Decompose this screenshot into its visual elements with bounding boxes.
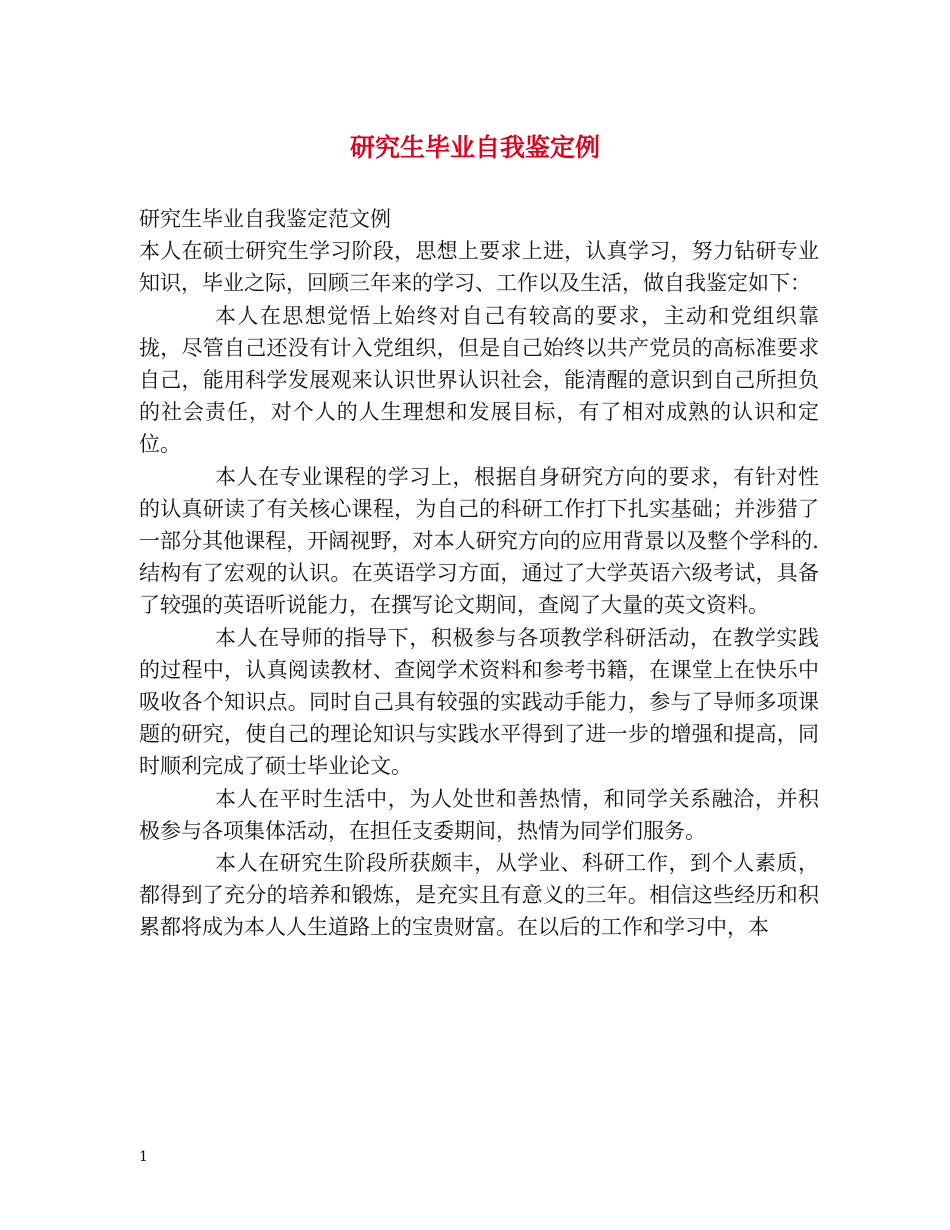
paragraph-summary: 本人在研究生阶段所获颇丰，从学业、科研工作，到个人素质，都得到了充分的培养和锻炼，是充实且有意义的三年。相信这些经历和积累都将成为本人人生道路上的宝贵财富。在以后的工作和学习中，本 [139, 851, 819, 940]
intro-paragraph: 本人在硕士研究生学习阶段，思想上要求上进，认真学习，努力钻研专业知识，毕业之际，回顾三年来的学习、工作以及生活，做自我鉴定如下： [139, 239, 819, 296]
document-subtitle: 研究生毕业自我鉴定范文例 [139, 207, 391, 231]
paragraph-research: 本人在导师的指导下，积极参与各项教学科研活动，在教学实践的过程中，认真阅读教材、查阅学术资料和参考书籍，在课堂上在快乐中吸收各个知识点。同时自己具有较强的实践动手能力，参与了导师多项课题的研究，使自己的理论知识与实践水平得到了进一步的增强和提高，同时顺利完成了硕士毕业论文。 [139, 625, 819, 779]
paragraph-daily-life: 本人在平时生活中，为人处世和善热情，和同学关系融洽，并积极参与各项集体活动，在担任支委期间，热情为同学们服务。 [139, 786, 819, 843]
paragraph-ideology: 本人在思想觉悟上始终对自己有较高的要求，主动和党组织靠拢，尽管自己还没有计入党组织，但是自己始终以共产党员的高标准要求自己，能用科学发展观来认识世界认识社会，能清醒的意识到自己所担负的社会责任，对个人的人生理想和发展目标，有了相对成熟的认识和定位。 [139, 303, 819, 457]
document-title: 研究生毕业自我鉴定例 [349, 133, 600, 162]
paragraph-coursework: 本人在专业课程的学习上，根据自身研究方向的要求，有针对性的认真研读了有关核心课程，为自己的科研工作打下扎实基础；并涉猎了一部分其他课程，开阔视野，对本人研究方向的应用背景以及整个学科的.结构有了宏观的认识。在英语学习方面，通过了大学英语六级考试，具备了较强的英语听说能力，在撰写论文期间，查阅了大量的英文资料。 [139, 464, 819, 618]
document-body [139, 203, 819, 944]
page-number: 1 [139, 1149, 148, 1165]
